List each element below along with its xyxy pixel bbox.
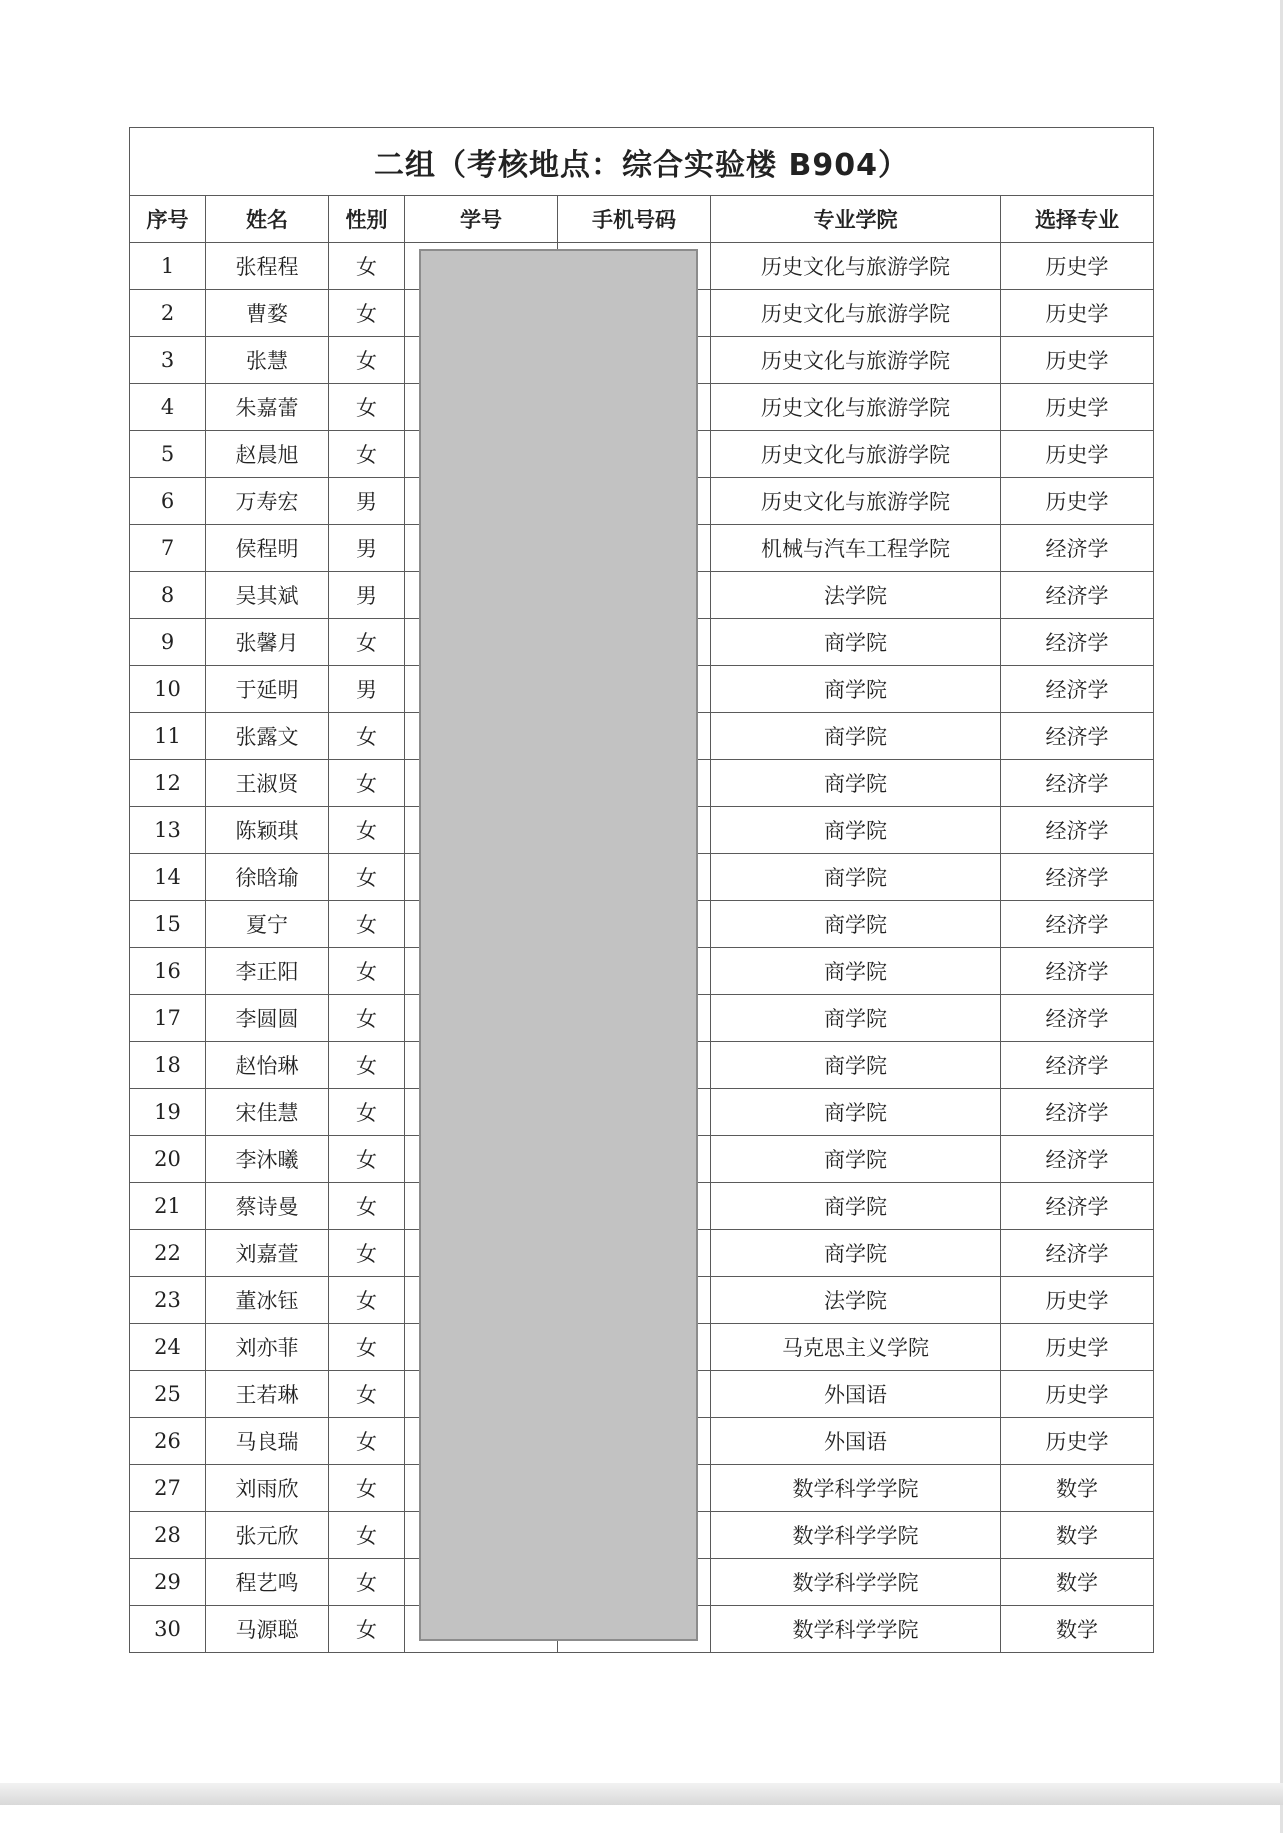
cell-index: 30 (130, 1606, 206, 1653)
cell-index: 1 (130, 243, 206, 290)
cell-gender: 女 (329, 1371, 405, 1418)
col-header-index: 序号 (130, 196, 206, 243)
cell-major: 历史学 (1001, 243, 1154, 290)
cell-name: 徐晗瑜 (206, 854, 329, 901)
cell-name: 侯程明 (206, 525, 329, 572)
cell-name: 曹婺 (206, 290, 329, 337)
cell-name: 赵怡琳 (206, 1042, 329, 1089)
cell-index: 27 (130, 1465, 206, 1512)
cell-gender: 女 (329, 337, 405, 384)
cell-gender: 女 (329, 1606, 405, 1653)
cell-index: 15 (130, 901, 206, 948)
cell-gender: 女 (329, 901, 405, 948)
cell-gender: 男 (329, 525, 405, 572)
cell-major: 历史学 (1001, 1277, 1154, 1324)
cell-gender: 女 (329, 948, 405, 995)
cell-name: 宋佳慧 (206, 1089, 329, 1136)
cell-gender: 女 (329, 1042, 405, 1089)
cell-college: 历史文化与旅游学院 (711, 384, 1001, 431)
cell-index: 14 (130, 854, 206, 901)
cell-index: 11 (130, 713, 206, 760)
cell-college: 商学院 (711, 948, 1001, 995)
cell-college: 商学院 (711, 1183, 1001, 1230)
cell-name: 夏宁 (206, 901, 329, 948)
cell-major: 经济学 (1001, 995, 1154, 1042)
redaction-block (419, 249, 698, 1641)
cell-college: 法学院 (711, 1277, 1001, 1324)
cell-name: 马源聪 (206, 1606, 329, 1653)
cell-index: 8 (130, 572, 206, 619)
cell-gender: 女 (329, 1465, 405, 1512)
cell-gender: 女 (329, 1089, 405, 1136)
cell-major: 经济学 (1001, 1230, 1154, 1277)
cell-major: 经济学 (1001, 1089, 1154, 1136)
cell-name: 赵晨旭 (206, 431, 329, 478)
cell-index: 5 (130, 431, 206, 478)
cell-major: 历史学 (1001, 384, 1154, 431)
cell-name: 李正阳 (206, 948, 329, 995)
page-bottom-edge (0, 1783, 1283, 1805)
cell-major: 经济学 (1001, 525, 1154, 572)
cell-college: 商学院 (711, 666, 1001, 713)
cell-index: 19 (130, 1089, 206, 1136)
cell-major: 历史学 (1001, 290, 1154, 337)
cell-gender: 女 (329, 713, 405, 760)
col-header-gender: 性别 (329, 196, 405, 243)
cell-major: 经济学 (1001, 807, 1154, 854)
cell-index: 26 (130, 1418, 206, 1465)
cell-index: 28 (130, 1512, 206, 1559)
cell-name: 刘嘉萱 (206, 1230, 329, 1277)
cell-major: 历史学 (1001, 478, 1154, 525)
cell-major: 历史学 (1001, 1324, 1154, 1371)
cell-name: 蔡诗曼 (206, 1183, 329, 1230)
cell-major: 数学 (1001, 1512, 1154, 1559)
cell-college: 商学院 (711, 1089, 1001, 1136)
cell-name: 刘雨欣 (206, 1465, 329, 1512)
cell-college: 数学科学学院 (711, 1512, 1001, 1559)
cell-index: 4 (130, 384, 206, 431)
cell-major: 经济学 (1001, 901, 1154, 948)
cell-index: 10 (130, 666, 206, 713)
cell-name: 朱嘉蕾 (206, 384, 329, 431)
col-header-college: 专业学院 (711, 196, 1001, 243)
cell-major: 经济学 (1001, 572, 1154, 619)
cell-name: 万寿宏 (206, 478, 329, 525)
cell-name: 张露文 (206, 713, 329, 760)
cell-index: 24 (130, 1324, 206, 1371)
cell-major: 经济学 (1001, 1042, 1154, 1089)
cell-college: 商学院 (711, 995, 1001, 1042)
cell-college: 数学科学学院 (711, 1465, 1001, 1512)
cell-major: 数学 (1001, 1559, 1154, 1606)
col-header-student-id: 学号 (405, 196, 558, 243)
cell-name: 李圆圆 (206, 995, 329, 1042)
cell-index: 25 (130, 1371, 206, 1418)
cell-major: 经济学 (1001, 948, 1154, 995)
col-header-name: 姓名 (206, 196, 329, 243)
cell-name: 王淑贤 (206, 760, 329, 807)
cell-college: 商学院 (711, 1136, 1001, 1183)
cell-major: 经济学 (1001, 854, 1154, 901)
cell-index: 9 (130, 619, 206, 666)
cell-gender: 女 (329, 243, 405, 290)
cell-gender: 女 (329, 384, 405, 431)
cell-college: 商学院 (711, 1230, 1001, 1277)
cell-name: 张馨月 (206, 619, 329, 666)
cell-gender: 男 (329, 478, 405, 525)
cell-major: 经济学 (1001, 666, 1154, 713)
cell-gender: 女 (329, 1418, 405, 1465)
cell-gender: 女 (329, 854, 405, 901)
cell-gender: 女 (329, 290, 405, 337)
cell-index: 6 (130, 478, 206, 525)
cell-gender: 女 (329, 1324, 405, 1371)
cell-college: 历史文化与旅游学院 (711, 290, 1001, 337)
cell-major: 经济学 (1001, 760, 1154, 807)
cell-gender: 女 (329, 807, 405, 854)
cell-gender: 女 (329, 995, 405, 1042)
cell-college: 机械与汽车工程学院 (711, 525, 1001, 572)
header-row (130, 196, 1154, 243)
cell-gender: 女 (329, 1512, 405, 1559)
cell-gender: 女 (329, 760, 405, 807)
cell-index: 3 (130, 337, 206, 384)
cell-college: 法学院 (711, 572, 1001, 619)
cell-college: 商学院 (711, 760, 1001, 807)
cell-name: 于延明 (206, 666, 329, 713)
cell-college: 商学院 (711, 807, 1001, 854)
cell-major: 历史学 (1001, 431, 1154, 478)
cell-major: 经济学 (1001, 713, 1154, 760)
cell-major: 经济学 (1001, 1183, 1154, 1230)
cell-name: 李沐曦 (206, 1136, 329, 1183)
cell-index: 23 (130, 1277, 206, 1324)
cell-gender: 女 (329, 1136, 405, 1183)
cell-index: 12 (130, 760, 206, 807)
cell-index: 21 (130, 1183, 206, 1230)
cell-name: 程艺鸣 (206, 1559, 329, 1606)
cell-gender: 男 (329, 572, 405, 619)
cell-college: 商学院 (711, 901, 1001, 948)
cell-gender: 女 (329, 1559, 405, 1606)
cell-major: 数学 (1001, 1465, 1154, 1512)
cell-name: 马良瑞 (206, 1418, 329, 1465)
cell-name: 刘亦菲 (206, 1324, 329, 1371)
cell-index: 13 (130, 807, 206, 854)
col-header-phone: 手机号码 (558, 196, 711, 243)
col-header-major: 选择专业 (1001, 196, 1154, 243)
cell-college: 商学院 (711, 1042, 1001, 1089)
cell-name: 陈颖琪 (206, 807, 329, 854)
cell-name: 张元欣 (206, 1512, 329, 1559)
cell-college: 商学院 (711, 854, 1001, 901)
cell-name: 吴其斌 (206, 572, 329, 619)
cell-major: 历史学 (1001, 337, 1154, 384)
cell-gender: 女 (329, 619, 405, 666)
cell-gender: 女 (329, 1277, 405, 1324)
cell-major: 历史学 (1001, 1371, 1154, 1418)
cell-gender: 女 (329, 431, 405, 478)
cell-college: 数学科学学院 (711, 1606, 1001, 1653)
cell-index: 17 (130, 995, 206, 1042)
cell-college: 马克思主义学院 (711, 1324, 1001, 1371)
cell-index: 22 (130, 1230, 206, 1277)
cell-index: 2 (130, 290, 206, 337)
cell-major: 数学 (1001, 1606, 1154, 1653)
cell-name: 张慧 (206, 337, 329, 384)
cell-major: 历史学 (1001, 1418, 1154, 1465)
cell-college: 历史文化与旅游学院 (711, 431, 1001, 478)
cell-gender: 男 (329, 666, 405, 713)
cell-college: 数学科学学院 (711, 1559, 1001, 1606)
cell-college: 商学院 (711, 619, 1001, 666)
cell-major: 经济学 (1001, 1136, 1154, 1183)
cell-name: 张程程 (206, 243, 329, 290)
cell-gender: 女 (329, 1183, 405, 1230)
cell-name: 王若琳 (206, 1371, 329, 1418)
table-title: 二组（考核地点：综合实验楼 B904） (130, 128, 1154, 196)
cell-college: 外国语 (711, 1371, 1001, 1418)
cell-index: 20 (130, 1136, 206, 1183)
cell-gender: 女 (329, 1230, 405, 1277)
cell-index: 18 (130, 1042, 206, 1089)
cell-index: 16 (130, 948, 206, 995)
cell-index: 29 (130, 1559, 206, 1606)
cell-index: 7 (130, 525, 206, 572)
cell-name: 董冰钰 (206, 1277, 329, 1324)
cell-college: 历史文化与旅游学院 (711, 243, 1001, 290)
cell-college: 历史文化与旅游学院 (711, 337, 1001, 384)
cell-major: 经济学 (1001, 619, 1154, 666)
cell-college: 外国语 (711, 1418, 1001, 1465)
cell-college: 历史文化与旅游学院 (711, 478, 1001, 525)
cell-college: 商学院 (711, 713, 1001, 760)
